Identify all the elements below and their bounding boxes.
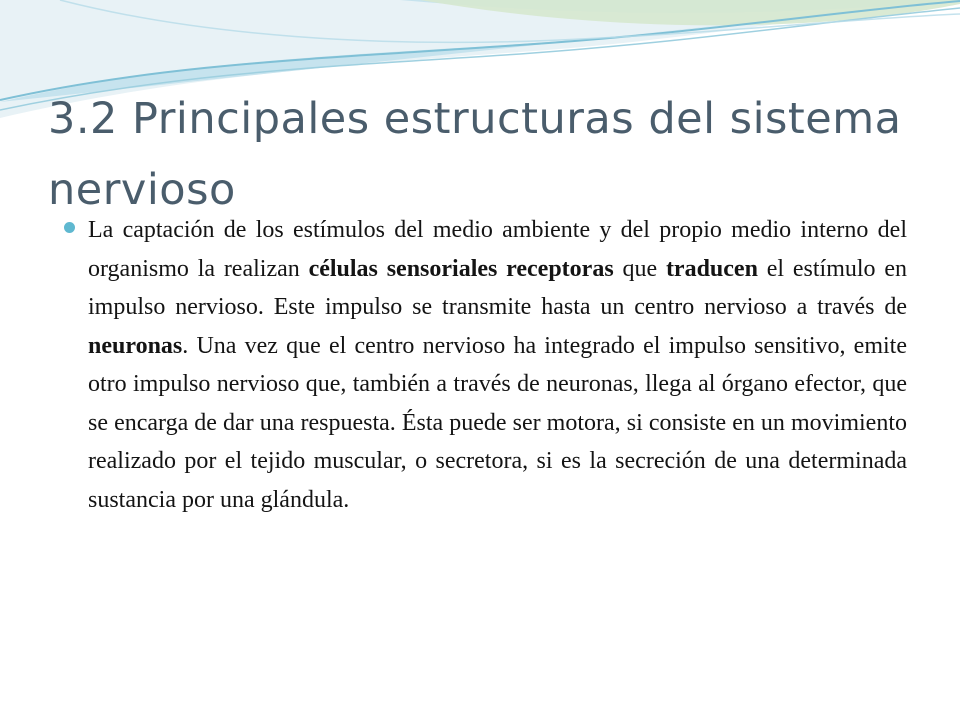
text-segment: el estímulo en impulso nervioso. Este impulso se transmite hasta un centro nervioso a través de <box>88 255 907 320</box>
bold-term-celulas-sensoriales: células sensoriales receptoras <box>308 255 614 282</box>
text-segment: . Una vez que el centro nervioso ha integrado el impulso sensitivo, emite otro impulso nervioso que, también a través de neuronas, llega al órgano efector, que se encarga de dar una respuesta. Ésta puede ser motora, si consiste en un movimiento realizado por el tejido muscular, o secretora, si es la secreción de una determinada sustancia por una glándula. <box>88 332 907 513</box>
text-segment: La captación de los estímulos del medio ambiente y del propio medio interno del organismo la realizan <box>88 217 907 282</box>
slide-title: 3.2 Principales estructuras del sistema nervioso <box>48 94 902 215</box>
bold-term-neuronas: neuronas <box>88 332 183 359</box>
text-segment: que <box>613 255 666 282</box>
bullet-list <box>64 211 907 519</box>
bullet-dot-icon <box>64 222 75 233</box>
bullet-paragraph <box>88 211 907 519</box>
bullet-item <box>64 211 907 519</box>
bold-term-traducen: traducen <box>665 255 758 282</box>
